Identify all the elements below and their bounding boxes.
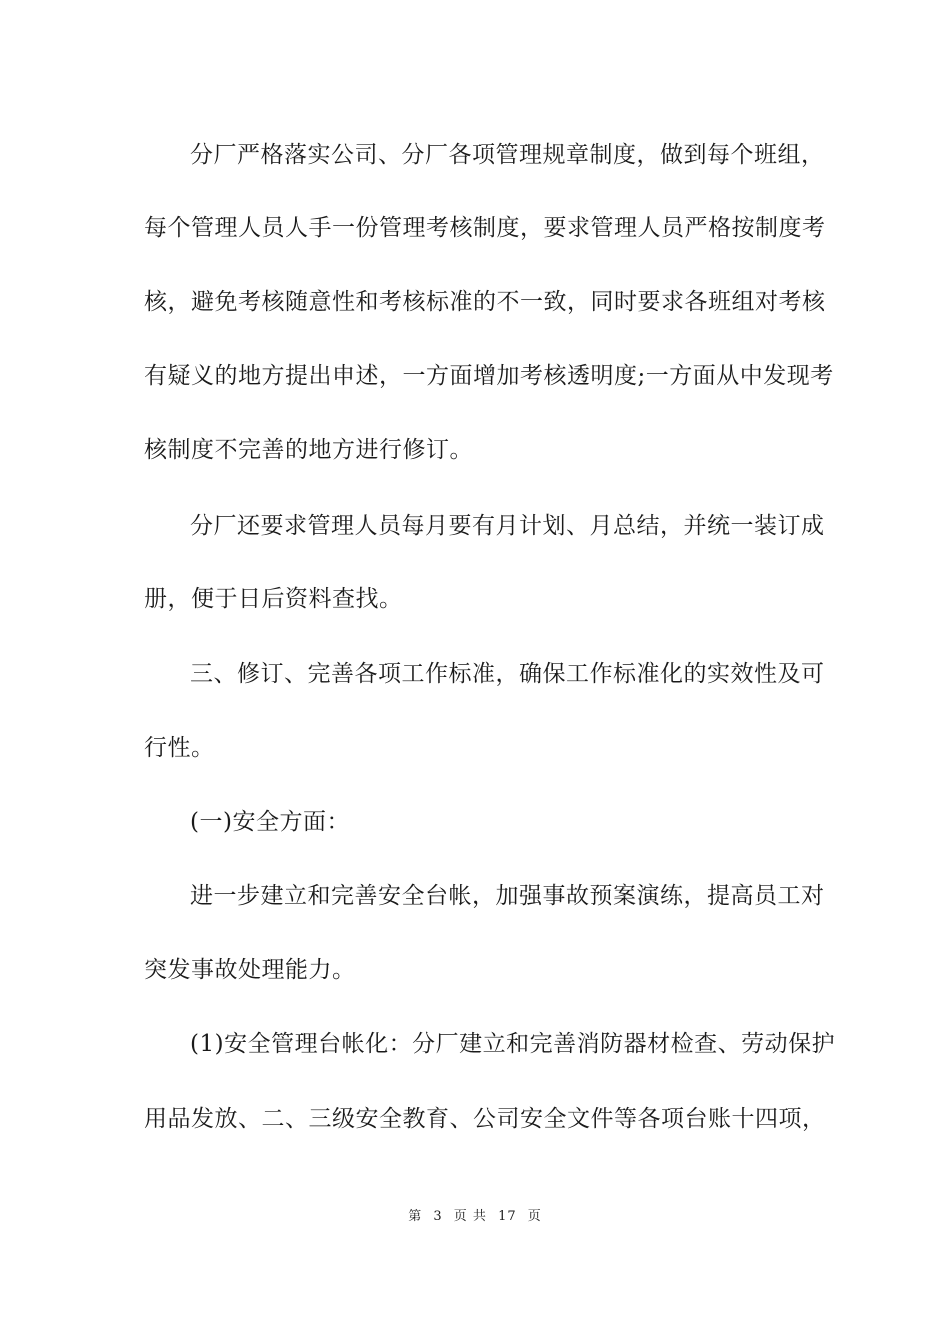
- paragraph-line: 每个管理人员人手一份管理考核制度，要求管理人员严格按制度考: [144, 215, 826, 241]
- footer-total-pages: 17: [498, 1209, 517, 1224]
- paragraph-line: 核制度不完善的地方进行修订。: [144, 437, 473, 463]
- footer-suffix: 页: [527, 1209, 542, 1224]
- subsection-heading: (一)安全方面：: [190, 809, 350, 835]
- paragraph-line: 突发事故处理能力。: [144, 957, 356, 983]
- paragraph-line: 册，便于日后资料查找。: [144, 586, 403, 612]
- paragraph-line: 有疑义的地方提出申述，一方面增加考核透明度;一方面从中发现考: [144, 363, 834, 389]
- footer-prefix: 第: [408, 1209, 423, 1224]
- section-heading-line: 行性。: [144, 735, 215, 761]
- footer-middle: 页 共: [453, 1209, 487, 1224]
- section-heading-line: 三、修订、完善各项工作标准，确保工作标准化的实效性及可: [190, 661, 825, 687]
- paragraph-line: 核，避免考核随意性和考核标准的不一致，同时要求各班组对考核: [144, 289, 826, 315]
- paragraph-line: 分厂还要求管理人员每月要有月计划、月总结，并统一装订成: [190, 513, 825, 539]
- paragraph-line: (1)安全管理台帐化：分厂建立和完善消防器材检查、劳动保护: [190, 1031, 836, 1057]
- paragraph-line: 进一步建立和完善安全台帐，加强事故预案演练，提高员工对: [190, 883, 825, 909]
- paragraph-line: 用品发放、二、三级安全教育、公司安全文件等各项台账十四项，: [144, 1106, 826, 1132]
- footer-page-number: 3: [433, 1209, 443, 1224]
- paragraph-line: 分厂严格落实公司、分厂各项管理规章制度，做到每个班组，: [190, 142, 825, 168]
- page-footer: [0, 1208, 950, 1226]
